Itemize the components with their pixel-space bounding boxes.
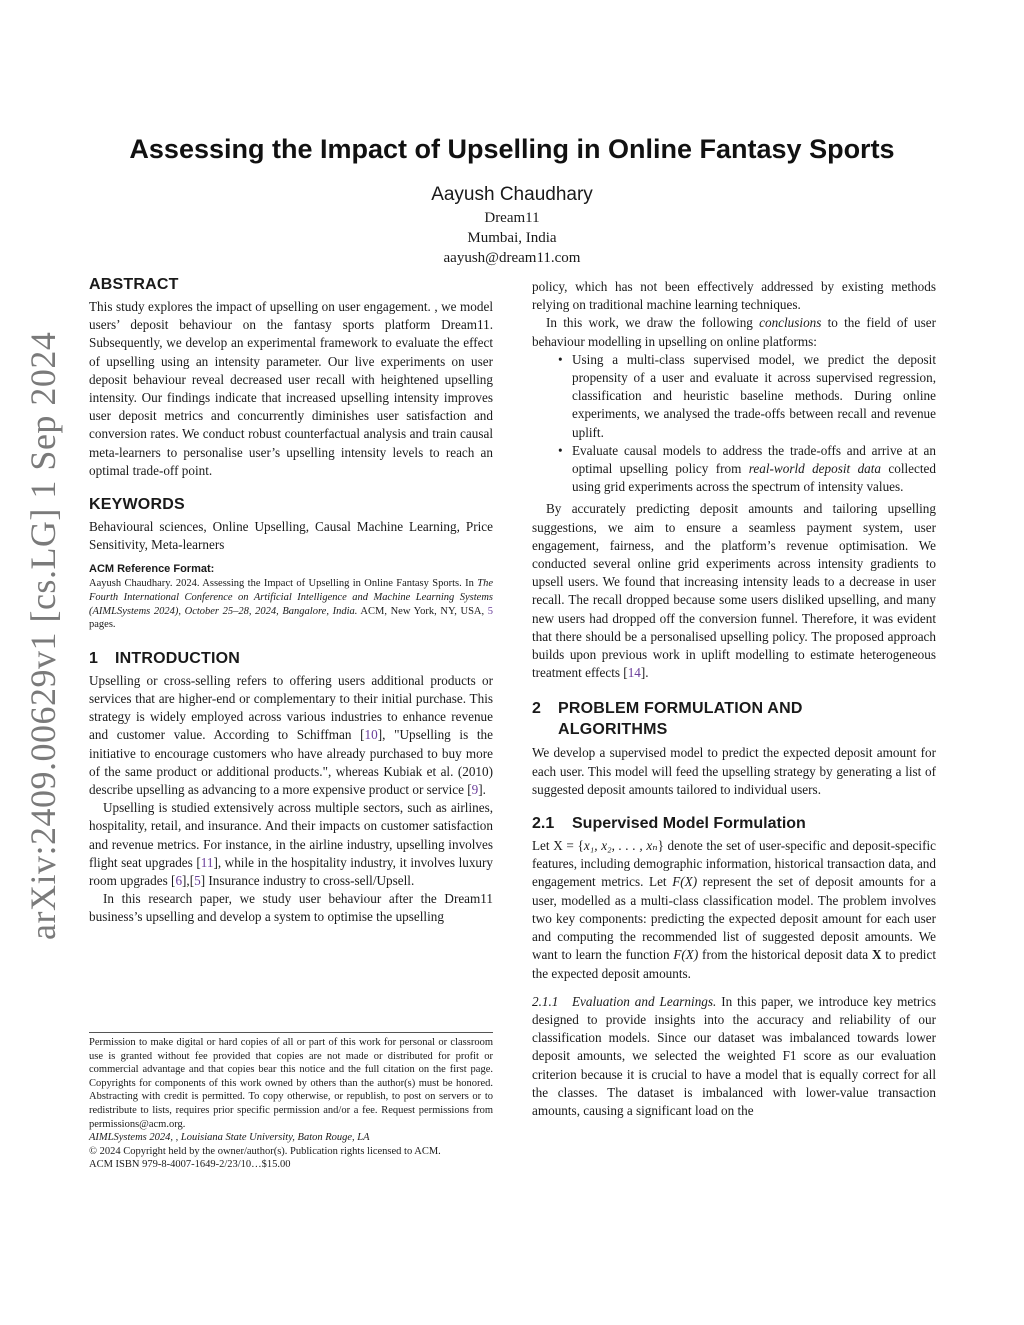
author-name: Aayush Chaudhary: [431, 184, 593, 205]
subsubsection-2-1-1: 2.1.1 Evaluation and Learnings. In this paper, we introduce key metrics designed to provide insights into the accuracy and reliability of our classification models. Since our dataset was imbalanced towards lower deposit amounts, we selected the weighted F1 score as our evaluation criterion because it is crucial to have a model that is equally correct for all the classes. The dataset is imbalanced with lower-value transaction amounts, causing a significant load on the: [532, 993, 936, 1118]
contributions-list: [532, 351, 936, 497]
keywords-heading: KEYWORDS: [89, 496, 185, 514]
venue-text: AIMLSystems 2024, , Louisiana State University, Baton Rouge, LA: [89, 1132, 370, 1144]
author-affiliation: Dream11: [484, 210, 540, 226]
motivation-paragraph: By accurately predicting deposit amounts and tailoring upselling suggestions, we aim to ensure a seamless payment system, user engagement, fairness, and the platform’s revenue optimisation. We conducted several online grid experiments across intensity gradients to upsell users. We found that increasing intensity leads to a decrease in user recall. The recall dropped because some users disliked upselling, and many new users had dropped off the conversion funnel. Therefore, it was evident that there should be a personalised upselling policy. The proposed approach builds upon previous work in uplift modelling to estimate heterogeneous treatment effects [14].: [532, 501, 936, 681]
abstract-heading: ABSTRACT: [89, 276, 179, 293]
conclusions-paragraph: In this work, we draw the following conclusions to the field of user behaviour modelling in upselling on online platforms:: [532, 315, 936, 349]
citation-link[interactable]: 10: [364, 727, 378, 743]
list-item: • Evaluate causal models to address the trade-offs and arrive at an optimal upselling policy from real-world deposit data collected using grid experiments across the spectrum of intensity values.: [572, 442, 936, 497]
citation-link[interactable]: 11: [200, 854, 214, 870]
citation-link[interactable]: 9: [471, 782, 479, 798]
intro-paragraph-2: Upselling is studied extensively across multiple sectors, such as airlines, hospitality, retail, and insurance. And their impacts on customer satisfaction and revenue metrics. For instance, in the airline industry, upselling involves flight seat upgrades [11], while in the hospitality industry, it involves luxury room upgrades [6],[5] Insurance industry to cross-sell/Upsell.: [89, 800, 493, 889]
left-column: [89, 276, 493, 927]
paper-title: Assessing the Impact of Upselling in Online Fantasy Sports: [129, 134, 895, 164]
right-column: [532, 278, 936, 1120]
author-block: [262, 182, 762, 268]
citation-link[interactable]: 14: [627, 665, 641, 681]
intro-heading: 1 INTRODUCTION: [89, 649, 241, 667]
subsection-2-1-paragraph: Let X = {x₁, x₂, . . . , xₙ} denote the set of user-specific and deposit-specific features, including demographic information, historical transaction data, and engagement metrics. Let F(X) represent the set of deposit amounts for a user, modelled as a multi-class classification model. The problem involves two key components: predicting the expected deposit amount for each user and computing the recommended list of suggested deposit amounts. We want to learn the function F(X) from the historical deposit data X to predict the expected deposit amounts.: [532, 838, 936, 981]
section-2-heading: 2 PROBLEM FORMULATION AND ALGORITHMS: [532, 700, 803, 739]
keywords-text: Behavioural sciences, Online Upselling, Causal Machine Learning, Price Sensitivity, Meta-learners: [89, 519, 493, 553]
copyright-text: © 2024 Copyright held by the owner/author(s). Publication rights licensed to ACM.: [89, 1145, 441, 1157]
author-location: Mumbai, India: [467, 230, 557, 246]
intro-paragraph-1: Upselling or cross-selling refers to offering users additional products or services that are higher-end or complementary to their initial purchase. This strategy is widely employed across various industries to enhance revenue and customer value. According to Schiffman [10], "Upselling is the initiative to encourage customers who have already purchased to buy more of the same product or additional products.", whereas Kubiak et al. (2010) describe upselling as advancing to a more expensive product or service [9].: [89, 672, 494, 798]
acm-reference: [89, 562, 493, 631]
intro-paragraph-3: In this research paper, we study user behaviour after the Dream11 business’s upselling and develop a system to optimise the upselling: [89, 891, 493, 925]
arxiv-identifier: arXiv:2409.00629v1 [cs.LG] 1 Sep 2024: [23, 331, 63, 940]
acm-reference-text: Aayush Chaudhary. 2024. Assessing the Impact of Upselling in Online Fantasy Sports. In The Fourth International Conference on Artificial Intelligence and Machine Learning Systems (AIMLSystems 2024), October 25–28, 2024, Bangalore, India. ACM, New York, NY, USA, 5 pages.: [89, 578, 493, 631]
acm-reference-label: ACM Reference Format:: [89, 563, 215, 576]
author-email[interactable]: aayush@dream11.com: [443, 250, 581, 266]
section-2-paragraph: We develop a supervised model to predict the expected deposit amount for each user. This model will feed the upselling strategy by generating a list of suggested deposit amounts tailored to individual users.: [532, 745, 936, 797]
citation-link[interactable]: 6: [175, 873, 183, 889]
isbn-text: ACM ISBN 979-8-4007-1649-2/23/10…$15.00: [89, 1159, 291, 1171]
footnote-divider: [89, 1032, 493, 1033]
pages-link[interactable]: 5: [487, 605, 493, 617]
permission-text: Permission to make digital or hard copies of all or part of this work for personal or classroom use is granted without fee provided that copies are not made or distributed for profit or commercial advantage and that copies bear this notice and the full citation on the first page. Copyrights for components of this work owned by others than the author(s) must be honored. Abstracting with credit is permitted. To copy otherwise, or republish, to post on servers or to redistribute to lists, requires prior specific permission and/or a fee. Request permissions from permissions@acm.org.: [89, 1037, 493, 1130]
list-item: • Using a multi-class supervised model, we predict the deposit propensity of a user and evaluate it across supervised regression, classification and heuristic baseline methods. During online experiments, we analysed the trade-offs between recall and revenue uplift.: [572, 351, 936, 442]
permission-footnote: [89, 1032, 493, 1172]
intro-continuation: policy, which has not been effectively addressed by existing methods relying on traditional machine learning techniques.: [532, 279, 936, 313]
citation-link[interactable]: 5: [194, 873, 201, 889]
abstract-text: This study explores the impact of upselling on user engagement. , we model users’ deposit behaviour on the fantasy sports platform Dream11. Subsequently, we develop an experimental framework to evaluate the effect of upselling using an intensity parameter. Our live experiments on user deposit behaviour reveal decreased user recall with heightened upselling intensity. Our findings indicate that increased upselling intensity improves user deposit metrics and concurrently diminishes user satisfaction and conversion rates. We conduct robust counterfactual analysis and train causal meta-learners to personalise user’s upselling intensity levels to reach an optimal trade-off point.: [89, 299, 493, 478]
subsection-2-1-heading: 2.1 Supervised Model Formulation: [532, 815, 806, 833]
